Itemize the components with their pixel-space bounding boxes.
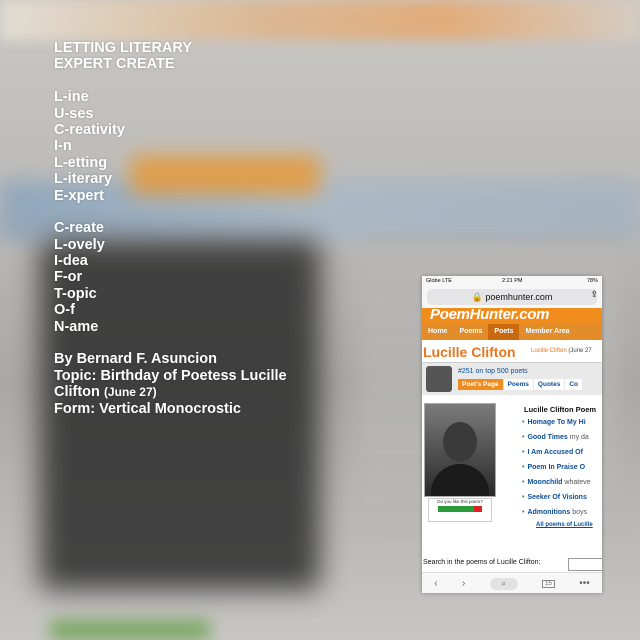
site-nav bbox=[422, 324, 602, 340]
list-item[interactable]: • Good Times my da bbox=[522, 434, 589, 441]
nav-home[interactable]: Home bbox=[422, 324, 453, 340]
list-item[interactable]: • Homage To My Hi bbox=[522, 419, 586, 426]
nav-poems[interactable]: Poems bbox=[453, 324, 488, 340]
acrostic-line: L-ine bbox=[54, 89, 89, 106]
nav-member-area[interactable]: Member Area bbox=[519, 324, 602, 340]
topic-line-2 bbox=[54, 384, 287, 400]
poet-name: Lucille Clifton bbox=[423, 344, 516, 360]
tab-comments[interactable]: Co bbox=[565, 379, 582, 390]
acrostic-line: L-ovely bbox=[54, 236, 105, 253]
acrostic-line: L-etting bbox=[54, 154, 108, 171]
acrostic-line: I-dea bbox=[54, 253, 88, 270]
rank-text[interactable]: #251 on top 500 poets bbox=[458, 368, 528, 375]
list-item[interactable]: • Moonchild whateve bbox=[522, 479, 591, 486]
phone-screenshot bbox=[422, 276, 602, 593]
search-icon[interactable]: ⌕ bbox=[490, 578, 518, 590]
poem-title-line-1: LETTING LITERARY bbox=[54, 40, 193, 56]
like-widget[interactable] bbox=[428, 498, 492, 522]
poet-subtitle-name: Lucille Clifton bbox=[531, 348, 567, 354]
address-bar bbox=[422, 286, 602, 308]
like-question: Do you like this poem? bbox=[437, 499, 483, 504]
poet-portrait bbox=[424, 403, 496, 497]
tab-quotes[interactable]: Quotes bbox=[534, 379, 564, 390]
tab-poets-page[interactable]: Poet's Page bbox=[458, 379, 503, 390]
blur-green-bar bbox=[50, 620, 210, 640]
poet-subtitle-date: (June 27 bbox=[568, 348, 592, 354]
acrostic-line: N-ame bbox=[54, 318, 99, 335]
poems-heading: Lucille Clifton Poem bbox=[524, 405, 597, 414]
more-icon[interactable]: ••• bbox=[579, 578, 590, 589]
url-text: poemhunter.com bbox=[485, 292, 553, 302]
acrostic-line: E-xpert bbox=[54, 187, 104, 204]
acrostic-line: I-n bbox=[54, 138, 72, 155]
topic-date: (June 27) bbox=[103, 385, 157, 400]
topic-line-1: Topic: Birthday of Poetess Lucille bbox=[54, 367, 287, 384]
list-item[interactable]: • I Am Accused Of bbox=[522, 449, 583, 456]
poet-thumbnail bbox=[426, 366, 452, 392]
poet-content bbox=[422, 395, 602, 555]
search-label: Search in the poems of Lucille Clifton: bbox=[423, 559, 541, 566]
list-item[interactable]: • Admonitions boys bbox=[522, 509, 587, 516]
acrostic-line: O-f bbox=[54, 302, 75, 319]
byline: By Bernard F. Asuncion bbox=[54, 351, 218, 368]
acrostic-line: U-ses bbox=[54, 105, 94, 122]
poet-subtitle bbox=[531, 348, 592, 354]
share-icon[interactable]: ⇪ bbox=[590, 289, 598, 299]
rank-bar bbox=[422, 362, 602, 395]
search-input[interactable] bbox=[568, 558, 602, 571]
lock-icon: 🔒 bbox=[471, 292, 483, 302]
poet-header bbox=[422, 340, 602, 362]
site-logo[interactable]: PoemHunter.com bbox=[430, 306, 550, 323]
status-time: 2:21 PM bbox=[502, 278, 523, 284]
tabs-count[interactable]: 15 bbox=[542, 580, 555, 588]
tab-poems[interactable]: Poems bbox=[504, 379, 533, 390]
browser-toolbar bbox=[422, 572, 602, 593]
forward-icon[interactable]: › bbox=[461, 578, 466, 589]
url-field[interactable] bbox=[427, 289, 597, 305]
all-poems-link[interactable]: All poems of Lucille bbox=[536, 522, 593, 528]
battery-text: 78% bbox=[586, 278, 598, 284]
status-bar bbox=[422, 276, 602, 286]
back-icon[interactable]: ‹ bbox=[434, 578, 438, 589]
list-item[interactable]: • Poem In Praise O bbox=[522, 464, 586, 471]
poet-tabs bbox=[458, 379, 583, 390]
nav-poets[interactable]: Poets bbox=[488, 324, 519, 340]
acrostic-line: L-iterary bbox=[54, 171, 113, 188]
carrier-text: Globe LTE bbox=[426, 278, 452, 284]
acrostic-line: C-reativity bbox=[54, 121, 125, 138]
site-header bbox=[422, 308, 602, 324]
acrostic-line: C-reate bbox=[54, 220, 104, 237]
topic-name: Clifton bbox=[54, 384, 100, 401]
list-item[interactable]: • Seeker Of Visions bbox=[522, 494, 587, 501]
poems-list bbox=[522, 405, 596, 524]
like-bar[interactable] bbox=[438, 506, 482, 512]
poem-title-line-2: EXPERT CREATE bbox=[54, 56, 175, 73]
acrostic-line: T-opic bbox=[54, 285, 97, 302]
poem-text bbox=[54, 40, 287, 417]
form-line: Form: Vertical Monocrostic bbox=[54, 400, 241, 417]
acrostic-line: F-or bbox=[54, 269, 83, 286]
blur-stripe-top bbox=[0, 0, 640, 40]
